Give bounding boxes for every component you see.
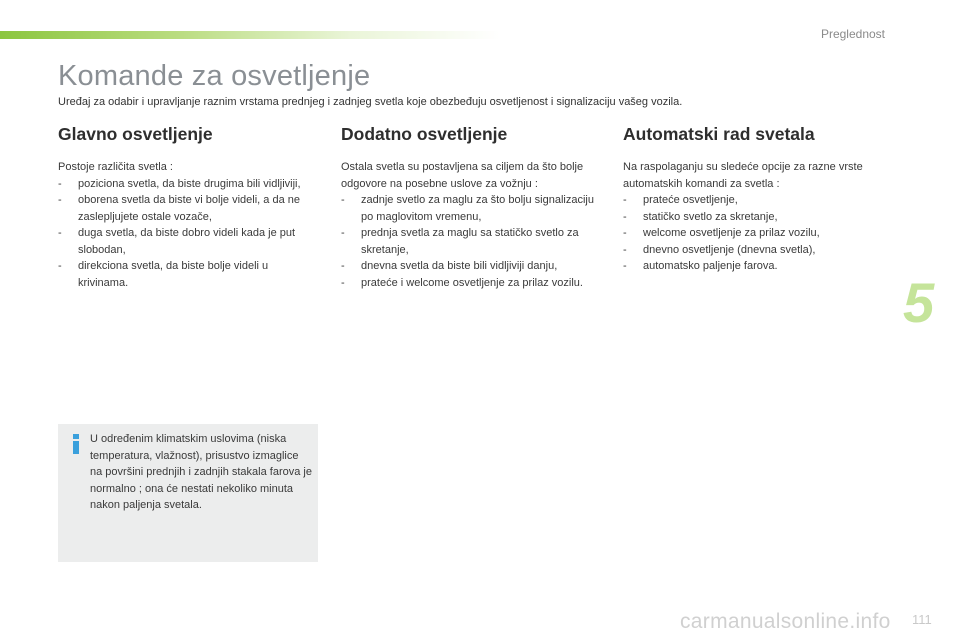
- list-item: [623, 242, 885, 259]
- list-item: [623, 209, 885, 226]
- header-accent-bar: [0, 31, 500, 39]
- list-item: [341, 275, 603, 292]
- list-item: [341, 225, 603, 258]
- column-intro: Ostala svetla su postavljena sa ciljem da što bolje odgovore na posebne uslove za vožnju :: [341, 161, 584, 190]
- list-item-text: dnevna svetla da biste bili vidljiviji danju,: [361, 260, 558, 272]
- list-dash: -: [341, 276, 345, 289]
- list-item: [58, 192, 320, 225]
- page-number: 111: [912, 612, 932, 627]
- info-text: U određenim klimatskim uslovima (niska temperatura, vlažnost), prisustvo izmaglice na površini prednjih i zadnjih stakala farova je normalno ; ona će nestati nekoliko minuta nakon paljenja svetala.: [90, 433, 312, 511]
- column-main-lighting: [58, 124, 320, 291]
- section-label: Preglednost: [820, 27, 885, 41]
- list-item: [623, 258, 885, 275]
- column-automatic-lighting: [623, 124, 885, 275]
- list-dash: -: [623, 227, 627, 239]
- list-item-text: duga svetla, da biste dobro videli kada je put slobodan,: [78, 227, 296, 256]
- list-dash: -: [341, 260, 345, 272]
- list-item: [341, 192, 603, 225]
- list-dash: -: [58, 227, 62, 239]
- list-dash: -: [623, 243, 627, 256]
- list-item: [58, 258, 320, 291]
- list-item-text: statičko svetlo za skretanje,: [643, 210, 778, 223]
- column-heading: Glavno osvetljenje: [58, 124, 213, 144]
- list-dash: -: [623, 210, 627, 223]
- list-item: [623, 192, 885, 209]
- info-box: [58, 424, 318, 562]
- list-item-text: welcome osvetljenje za prilaz vozilu,: [643, 227, 820, 239]
- list-item-text: oborena svetla da biste vi bolje videli, a da ne zaslepljujete ostale vozače,: [78, 194, 300, 223]
- column-intro: Na raspolaganju su sledeće opcije za razne vrste automatskih komandi za svetla :: [623, 161, 863, 190]
- list-item-text: prateće osvetljenje,: [643, 194, 738, 206]
- column-heading: Automatski rad svetala: [623, 124, 815, 144]
- list-item-text: prateće i welcome osvetljenje za prilaz vozilu.: [361, 276, 583, 289]
- bullet-list: [58, 176, 320, 292]
- list-dash: -: [58, 260, 62, 272]
- bullet-list: [341, 192, 603, 291]
- list-item-text: poziciona svetla, da biste drugima bili vidljiviji,: [78, 177, 301, 190]
- list-item: [58, 176, 320, 193]
- list-dash: -: [58, 177, 62, 190]
- list-dash: -: [623, 260, 627, 272]
- list-item: [623, 225, 885, 242]
- chapter-number: 5: [903, 271, 935, 334]
- list-dash: -: [341, 194, 345, 206]
- page-subtitle: Uređaj za odabir i upravljanje raznim vrstama prednjeg i zadnjeg svetla koje obezbeđuju osvetljenost i signalizaciju vašeg vozila.: [58, 96, 683, 108]
- list-item-text: dnevno osvetljenje (dnevna svetla),: [643, 243, 816, 256]
- list-item: [58, 225, 320, 258]
- list-item-text: automatsko paljenje farova.: [643, 260, 778, 272]
- list-item: [341, 258, 603, 275]
- info-icon: [70, 434, 82, 454]
- bullet-list: [623, 192, 885, 275]
- column-additional-lighting: [341, 124, 603, 291]
- column-intro: Postoje različita svetla :: [58, 161, 173, 173]
- list-dash: -: [623, 194, 627, 206]
- watermark: carmanualsonline.info: [680, 610, 891, 633]
- column-heading: Dodatno osvetljenje: [341, 124, 508, 144]
- list-dash: -: [58, 194, 62, 206]
- list-dash: -: [341, 227, 345, 239]
- list-item-text: prednja svetla za maglu sa statičko svetlo za skretanje,: [361, 227, 579, 256]
- page-title: Komande za osvetljenje: [58, 60, 371, 92]
- list-item-text: direkciona svetla, da biste bolje videli u krivinama.: [78, 260, 269, 289]
- list-item-text: zadnje svetlo za maglu za što bolju signalizaciju po maglovitom vremenu,: [361, 194, 594, 223]
